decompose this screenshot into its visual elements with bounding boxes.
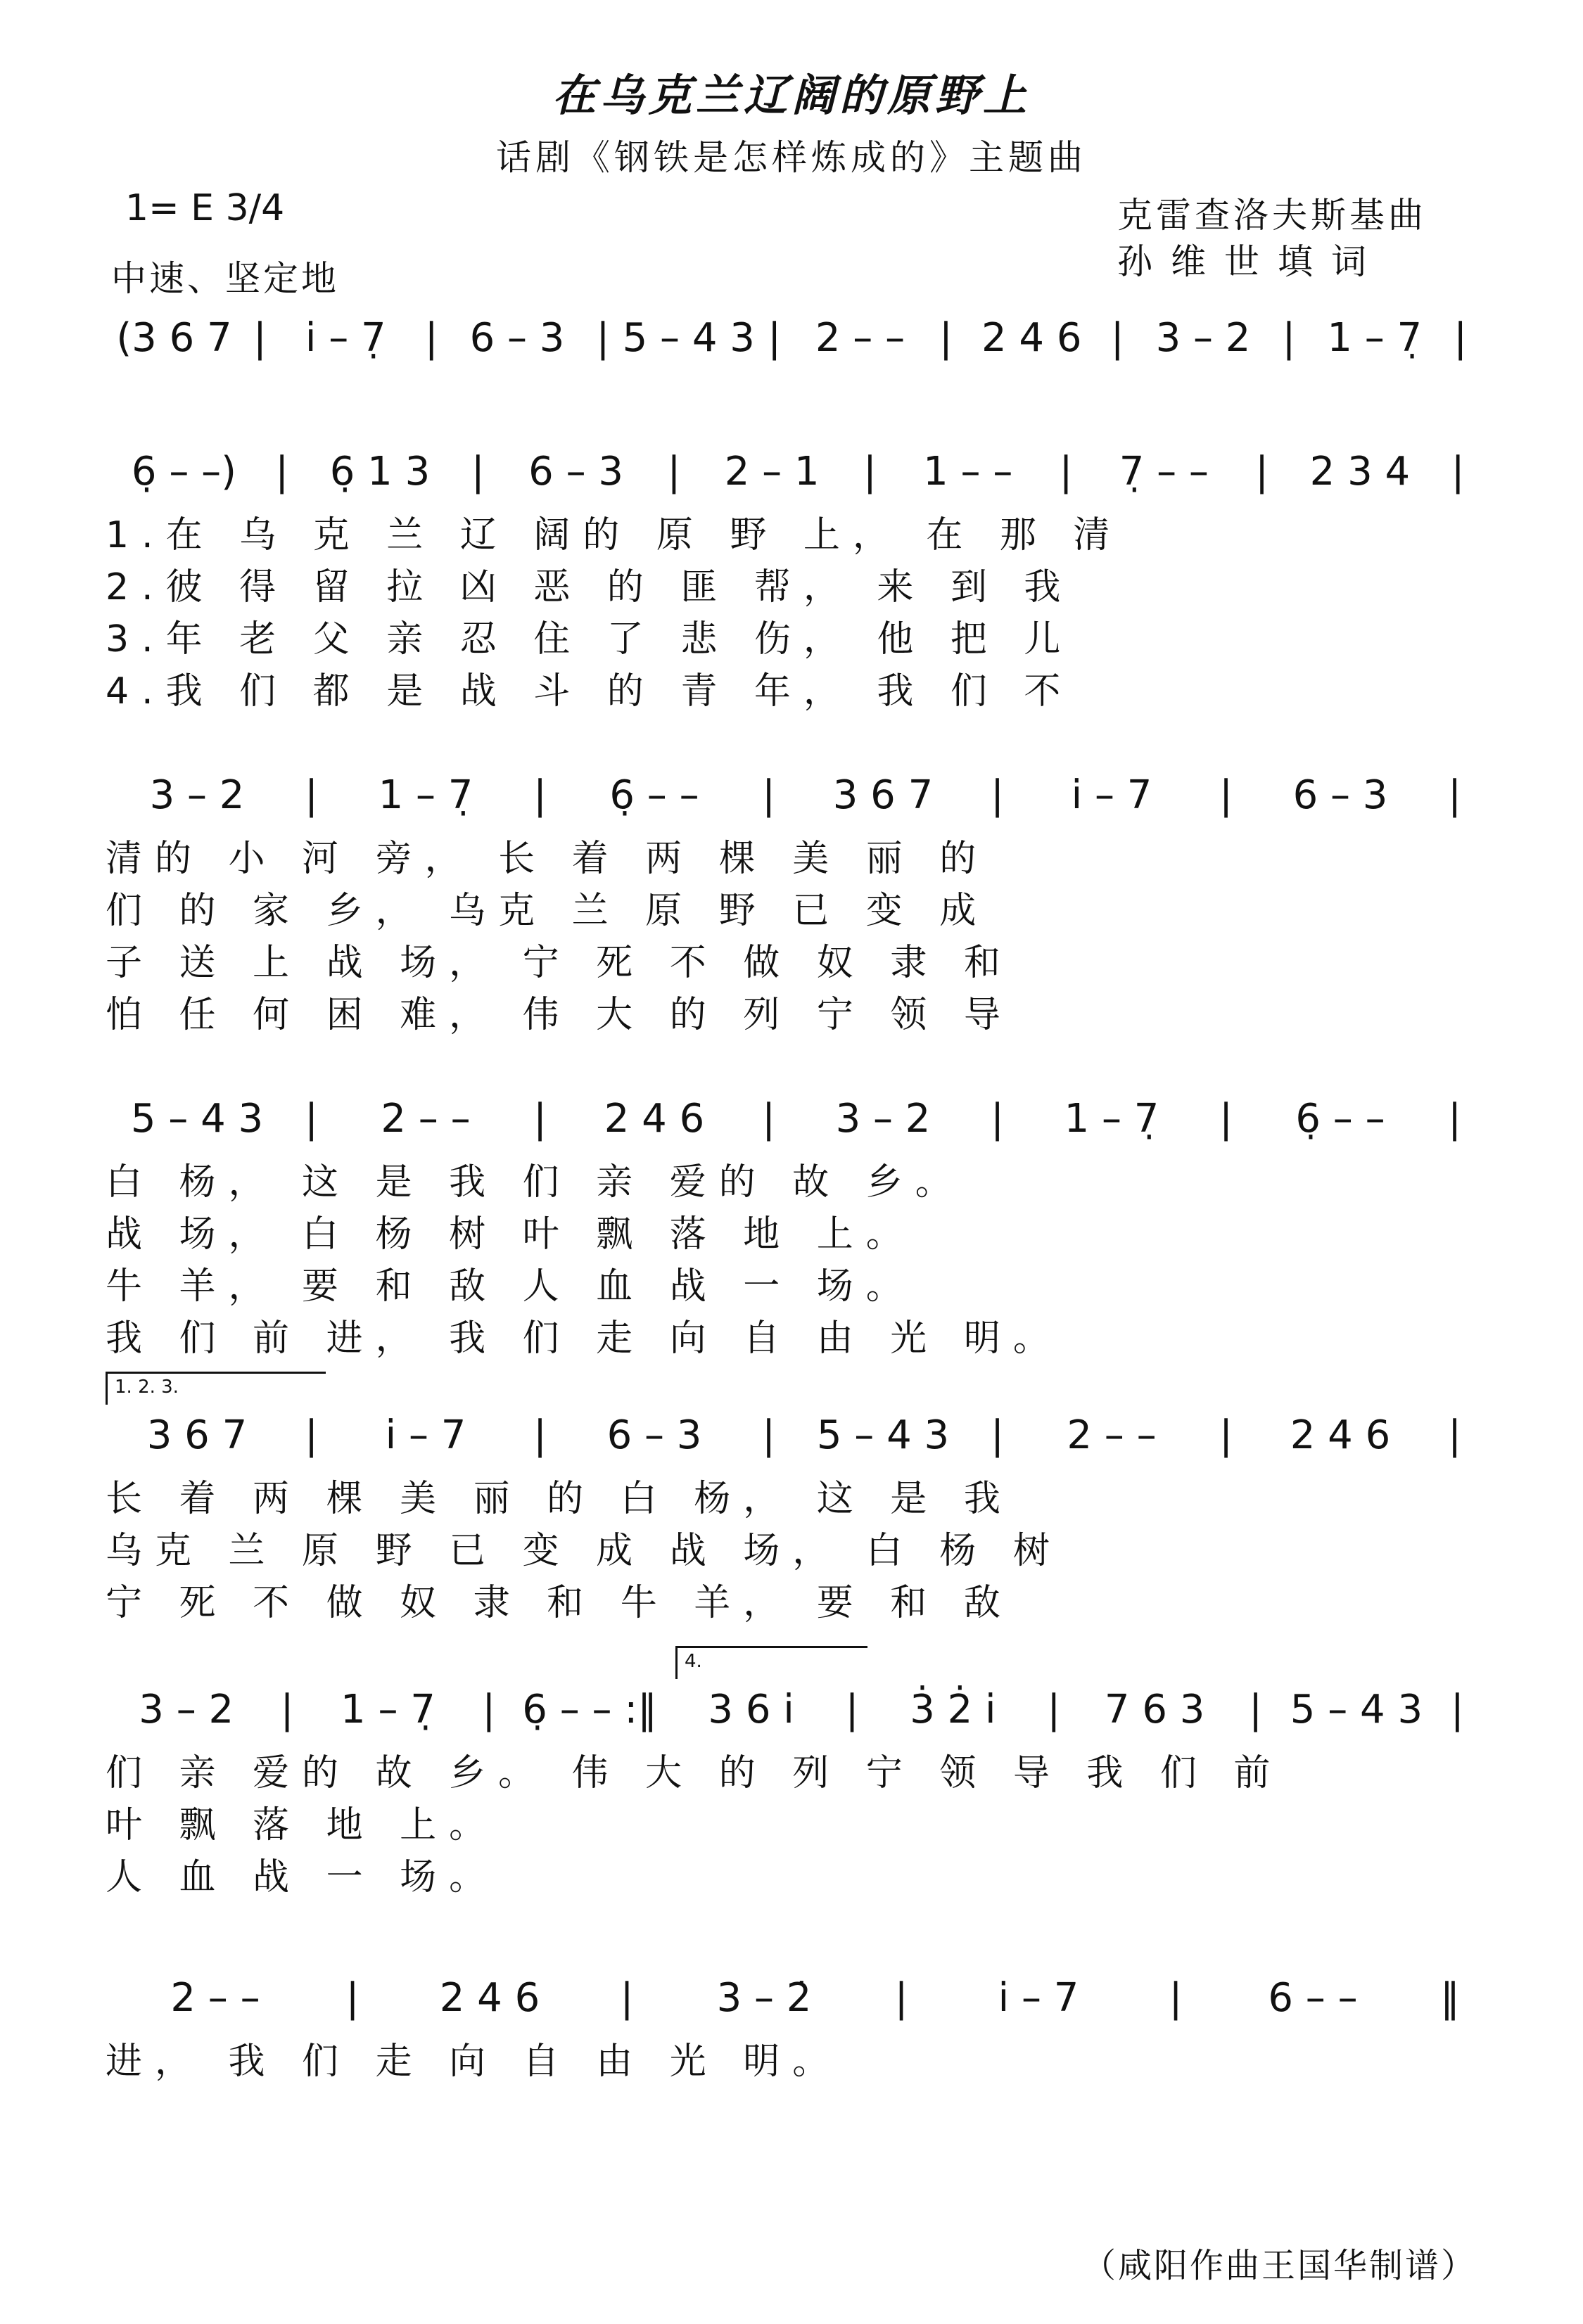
barline: | [1282,314,1296,361]
measure: 2 4 6 [439,1974,540,2021]
lyric-text: 怕 任 何 困 难， 伟 大 的 列 宁 领 导 [106,993,1013,1036]
measure: 3 – 2 [835,1095,931,1142]
notation-line [106,436,1477,506]
lyric-text: 我 们 前 进， 我 们 走 向 自 由 光 明。 [106,1317,1062,1360]
measure: 6 – 3 [469,314,565,361]
lyric-text: 白 杨， 这 是 我 们 亲 爱的 故 乡。 [106,1161,965,1204]
measure: 7 6 3 [1104,1686,1205,1732]
measure: 3 6 i̇ [708,1686,794,1732]
barline: | [1454,314,1468,361]
barline: | [533,772,547,818]
measure: 2 – – [815,314,905,361]
lyric-text: 进， 我 们 走 向 自 由 光 明。 [106,2040,842,2083]
barline: | [1059,448,1073,494]
lyric-text: 战 场， 白 杨 树 叶 飘 落 地 上。 [106,1213,915,1256]
measure: 2 – 1 [724,448,820,494]
lyric-text: 子 送 上 战 场， 宁 死 不 做 奴 隶 和 [106,941,1013,984]
lyric-text: 们 亲 爱的 故 乡。 伟 大 的 列 宁 领 导 我 们 前 [106,1751,1283,1794]
lyric-line [106,1522,1477,1571]
lyric-text: 清的 小 河 旁， 长 着 两 棵 美 丽 的 [106,837,989,880]
lyric-text: 叶 飘 落 地 上。 [106,1803,499,1846]
lyric-text: 乌克 兰 原 野 已 变 成 战 场， 白 杨 树 [106,1529,1062,1572]
measure: 6 – 3 [1292,772,1388,818]
volta-bracket: 4. [675,1646,867,1679]
barline: ‖ [1440,1974,1460,2021]
lyric-text: 4.我 们 都 是 战 斗 的 青 年， 我 们 不 [106,670,1074,713]
lyric-line [106,934,1477,983]
measure: 3 – 2̇ [716,1974,812,2021]
barline: | [1047,1686,1061,1732]
notation-line [106,1674,1477,1744]
barline: | [471,448,485,494]
measure: 5 – 4 3 [622,314,755,361]
lyric-line [106,986,1477,1035]
measure: 6̣ – – [1295,1095,1385,1142]
barline: | [667,448,681,494]
measure: 2 3 4 [1309,448,1411,494]
key-signature: 1= E 3/4 [125,187,285,229]
measure: 2 4 6 [1290,1412,1391,1458]
measure: (3 6 7 [116,314,232,361]
barline: | [1219,1095,1233,1142]
measure: 2 – – [381,1095,471,1142]
barline: | [596,314,610,361]
measure: i̇ – 7 [1071,772,1152,818]
measure: 3 6 7 [832,772,934,818]
lyric-text: 3.年 老 父 亲 忍 住 了 悲 伤， 他 把 儿 [106,618,1074,660]
notation-line [106,1962,1477,2033]
measure: 6̣ – – [609,772,699,818]
barline: | [1448,1095,1461,1142]
lyric-line [106,1744,1477,1794]
song-subtitle: 话剧《钢铁是怎样炼成的》主题曲 [496,137,1087,178]
barline: | [533,1412,547,1458]
volta-bracket: 1. 2. 3. [106,1372,326,1405]
lyric-text: 们 的 家 乡， 乌克 兰 原 野 已 变 成 [106,889,989,932]
barline: | [345,1974,360,2021]
barline: | [1249,1686,1262,1732]
lyric-line [106,611,1477,660]
barline: | [253,314,267,361]
lyric-text: 长 着 两 棵 美 丽 的 白 杨， 这 是 我 [106,1477,1013,1520]
barline: | [768,314,782,361]
measure: 5 – 4 3 [816,1412,950,1458]
measure: 1 – 7̣ [1064,1095,1159,1142]
lyric-line [106,1849,1477,1898]
measure: 7̣ – – [1119,448,1209,494]
barline: | [1255,448,1269,494]
lyricist-credit: 孙维世填词 [1117,241,1385,282]
transcriber-credit: （咸阳作曲王国华制谱） [1082,2246,1477,2285]
measure: i̇ – 7̣ [305,314,386,361]
barline: | [1448,1412,1461,1458]
measure: 1 – 7̣ [341,1686,436,1732]
lyric-line [106,882,1477,931]
barline: | [991,772,1004,818]
song-title: 在乌克兰辽阔的原野上 [552,70,1031,121]
lyric-line [106,1258,1477,1307]
measure: 3 – 2 [149,772,245,818]
lyric-line [106,830,1477,879]
barline: | [1219,772,1233,818]
barline: | [1448,772,1461,818]
lyric-text: 2.彼 得 留 拉 凶 恶 的 匪 帮， 来 到 我 [106,566,1074,608]
measure: 6̣ – –) [131,448,236,494]
lyric-text: 人 血 战 一 场。 [106,1856,499,1898]
barline: | [991,1095,1004,1142]
lyric-text: 1.在 乌 克 兰 辽 阔的 原 野 上， 在 那 清 [106,513,1123,556]
barline: | [762,1412,775,1458]
lyric-line [106,663,1477,712]
lyric-line [106,1796,1477,1846]
barline: | [424,314,438,361]
barline: | [991,1412,1004,1458]
lyric-text: 宁 死 不 做 奴 隶 和 牛 羊， 要 和 敌 [106,1581,1013,1624]
measure: 6̣ 1 3 [329,448,431,494]
barline: | [280,1686,294,1732]
barline: | [305,1095,318,1142]
lyric-line [106,2033,1477,2082]
barline: | [1451,448,1465,494]
lyric-line [106,1470,1477,1519]
measure: 5 – 4 3 [130,1095,264,1142]
notation-line [106,302,1477,373]
barline: | [275,448,289,494]
lyric-line [106,1310,1477,1359]
measure: i̇ – 7 [998,1974,1079,2021]
measure: 1 – 7̣ [378,772,473,818]
measure: 5 – 4 3 [1290,1686,1423,1732]
measure: 2 4 6 [981,314,1082,361]
barline: | [305,1412,318,1458]
tempo-marking: 中速、坚定地 [111,258,339,299]
lyric-text: 牛 羊， 要 和 敌 人 血 战 一 场。 [106,1265,915,1308]
measure: 6̣ – – :‖ [522,1686,658,1732]
barline: | [533,1095,547,1142]
barline: | [762,1095,775,1142]
barline: | [894,1974,908,2021]
barline: | [1110,314,1124,361]
measure: 6 – 3 [606,1412,702,1458]
lyric-line [106,1154,1477,1203]
measure: i̇ – 7 [385,1412,466,1458]
lyric-line [106,558,1477,608]
barline: | [1219,1412,1233,1458]
measure: 2 – – [170,1974,260,2021]
lyric-line [106,1206,1477,1255]
barline: | [863,448,877,494]
barline: | [482,1686,496,1732]
notation-line [106,1400,1477,1470]
measure: 3 – 2 [139,1686,234,1732]
notation-line [106,760,1477,830]
barline: | [305,772,318,818]
measure: 6 – – [1268,1974,1358,2021]
barline: | [620,1974,634,2021]
lyric-line [106,506,1477,556]
measure: 3 6 7 [146,1412,248,1458]
lyric-line [106,1574,1477,1623]
measure: 3 – 2 [1155,314,1251,361]
measure: 1 – 7̣ [1327,314,1423,361]
barline: | [845,1686,859,1732]
measure: 3̇ 2̇ i̇ [910,1686,996,1732]
barline: | [939,314,953,361]
measure: 6 – 3 [528,448,624,494]
barline: | [1169,1974,1183,2021]
barline: | [762,772,775,818]
composer-credit: 克雷查洛夫斯基曲 [1117,195,1427,236]
measure: 2 4 6 [604,1095,705,1142]
barline: | [1450,1686,1464,1732]
measure: 2 – – [1067,1412,1157,1458]
notation-line [106,1083,1477,1154]
measure: 1 – – [923,448,1013,494]
